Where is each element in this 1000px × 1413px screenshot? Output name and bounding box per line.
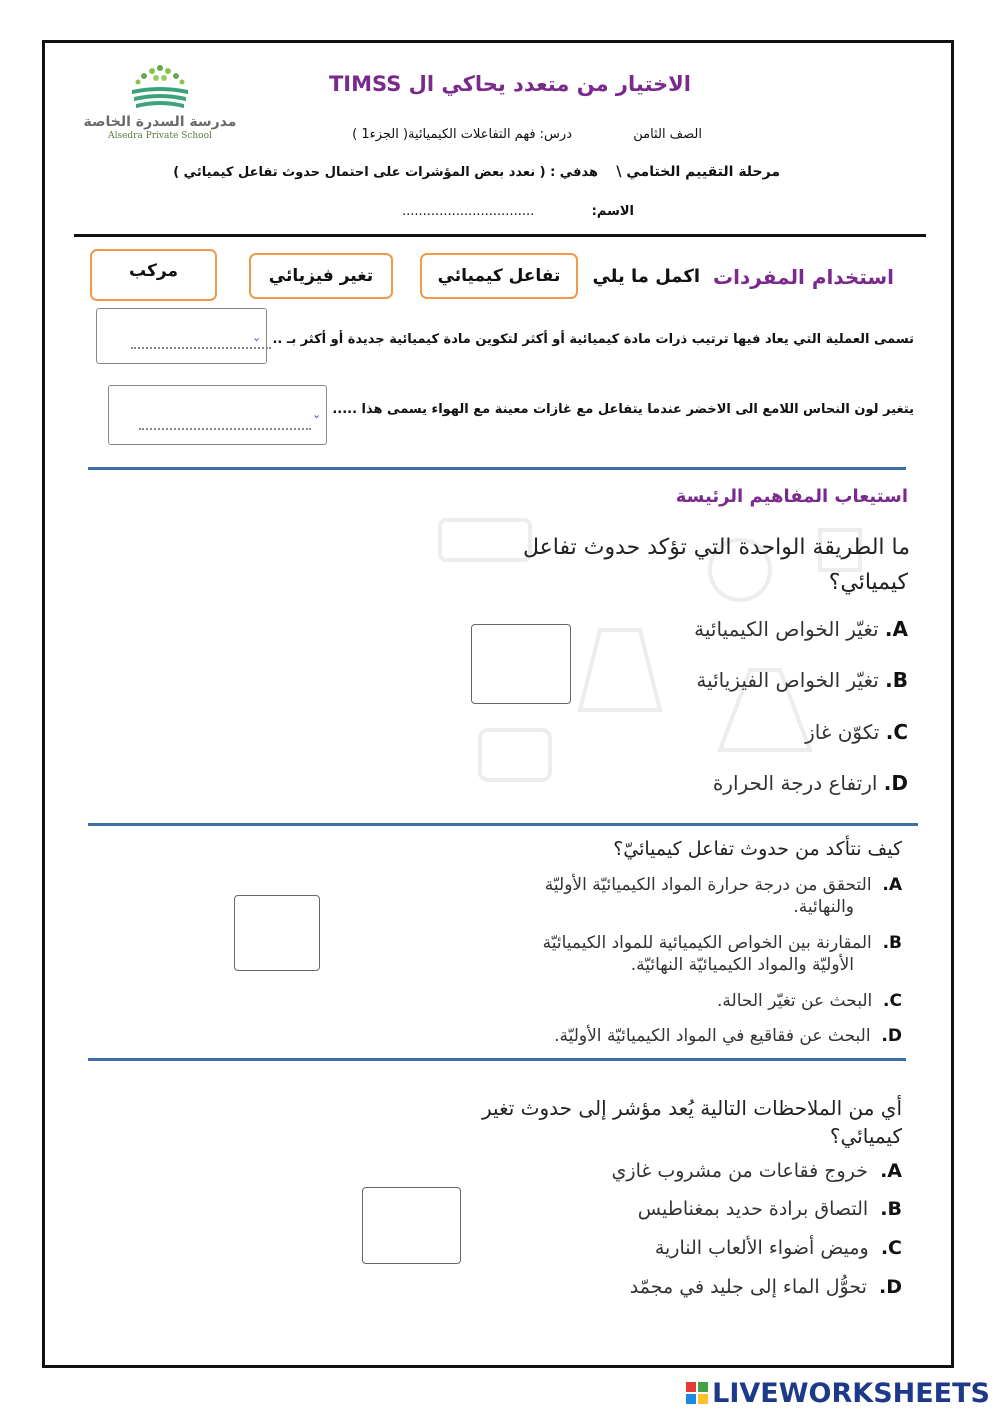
option-text: خروج فقاعات من مشروب غازي — [611, 1160, 868, 1182]
option-letter: B. — [882, 933, 902, 953]
school-name-en: Alsedra Private School — [108, 131, 212, 141]
name-label: الاسم: — [591, 204, 634, 219]
worksheet-title: الاختيار من متعدد يحاكي ال TIMSS — [328, 72, 691, 96]
vocab-heading: استخدام المفردات — [713, 265, 894, 289]
liveworksheets-icon — [686, 1382, 708, 1404]
q2-text: كيف نتأكد من حدوث تفاعل كيميائيّ؟ — [613, 838, 902, 860]
lesson-label: درس: فهم التفاعلات الكيميائية( الجزء1 ) — [352, 127, 572, 142]
section-divider-2 — [88, 823, 918, 826]
option-letter: C. — [885, 720, 908, 744]
section-divider-1 — [88, 467, 906, 470]
q2-answer-box[interactable] — [234, 895, 320, 971]
q2-option-a — [545, 874, 902, 918]
word-bank-chemical-reaction[interactable]: تفاعل كيميائي — [420, 253, 578, 299]
option-text: البحث عن فقاقيع في المواد الكيميائيّة الأوليّة. — [554, 1026, 871, 1046]
vocab-sentence-2: يتغير لون النحاس اللامع الى الاخضر عندما يتفاعل مع غازات معينة مع الهواء يسمى هذا ..... — [332, 402, 914, 417]
option-letter: C. — [883, 991, 902, 1011]
option-letter: A. — [880, 1160, 902, 1182]
option-text: البحث عن تغيّر الحالة. — [717, 991, 873, 1011]
option-text-line1: التحقق من درجة حرارة المواد الكيميائيّة الأوليّة — [544, 875, 872, 895]
concepts-heading: استيعاب المفاهيم الرئيسة — [675, 486, 908, 507]
q2-option-c — [717, 990, 902, 1012]
option-text-line2: الأوليّة والمواد الكيميائيّة النهائيّة. — [630, 955, 854, 975]
answer-dropdown-1[interactable] — [96, 308, 267, 364]
chevron-down-icon[interactable]: ⌄ — [312, 408, 322, 421]
q3-option-b — [638, 1198, 902, 1220]
q1-text-line1: ما الطريقة الواحدة التي تؤكد حدوث تفاعل — [523, 535, 910, 560]
option-text: وميض أضواء الألعاب النارية — [654, 1237, 869, 1259]
word-bank-physical-change[interactable]: تغير فيزيائي — [249, 253, 393, 299]
school-logo — [72, 60, 247, 120]
stage-label: مرحلة التقييم الختامي \ — [616, 164, 780, 180]
option-text-line2: والنهائية. — [793, 897, 854, 917]
option-letter: D. — [879, 1276, 902, 1298]
header-divider — [74, 234, 926, 237]
option-text: ارتفاع درجة الحرارة — [712, 771, 878, 795]
chevron-down-icon[interactable]: ⌄ — [252, 331, 262, 344]
option-letter: B. — [880, 1198, 902, 1220]
q1-option-a — [694, 617, 908, 641]
option-letter: A. — [884, 617, 908, 641]
option-letter: A. — [882, 875, 902, 895]
vocab-sentence-1: تسمى العملية التي يعاد فيها ترتيب ذرات مادة كيميائية أو أكثر لتكوين مادة كيميائية جديدة أو أكثر بـ .. — [272, 332, 914, 347]
q3-text-line1: أي من الملاحظات التالية يُعد مؤشر إلى حدوث تغير — [482, 1096, 902, 1120]
option-letter: D. — [883, 771, 908, 795]
q2-option-d — [554, 1025, 902, 1047]
dropdown-placeholder-dots — [139, 428, 311, 430]
answer-dropdown-2[interactable] — [108, 385, 327, 445]
q3-option-a — [612, 1160, 902, 1182]
option-text: تغيّر الخواص الفيزيائية — [696, 668, 879, 692]
grade-label: الصف الثامن — [633, 127, 702, 142]
q1-text-line2: كيميائي؟ — [828, 570, 908, 595]
q1-answer-box[interactable] — [471, 624, 571, 704]
q2-option-b — [543, 932, 902, 976]
tree-icon — [132, 65, 188, 108]
school-name-ar: مدرسة السدرة الخاصة — [83, 114, 237, 130]
name-dots: ................................ — [402, 204, 535, 219]
q3-option-d — [630, 1276, 902, 1298]
dropdown-placeholder-dots — [131, 347, 271, 349]
q3-option-c — [655, 1237, 902, 1259]
goal-label: هدفي : ( نعدد بعض المؤشرات على احتمال حدوث تفاعل كيميائي ) — [173, 165, 598, 180]
liveworksheets-logo[interactable] — [686, 1376, 990, 1410]
option-text-line1: المقارنة بين الخواص الكيميائية للمواد الكيميائيّة — [542, 933, 872, 953]
option-letter: B. — [885, 668, 908, 692]
liveworksheets-wordmark: LIVEWORKSHEETS — [712, 1377, 990, 1409]
option-text: تغيّر الخواص الكيميائية — [694, 617, 879, 641]
q3-text-line2: كيميائي؟ — [829, 1124, 902, 1148]
word-bank-compound[interactable]: مركب — [90, 249, 217, 301]
option-text: التصاق برادة حديد بمغناطيس — [637, 1198, 869, 1220]
option-text: تكوّن غاز — [805, 720, 880, 744]
option-text: تحوُّل الماء إلى جليد في مجمّد — [629, 1276, 867, 1298]
section-divider-3 — [88, 1058, 906, 1061]
option-letter: C. — [880, 1237, 902, 1259]
q3-answer-box[interactable] — [362, 1187, 461, 1264]
vocab-instruction: اكمل ما يلي — [592, 266, 700, 287]
option-letter: D. — [881, 1026, 902, 1046]
q1-option-d — [713, 771, 908, 795]
q1-option-c — [805, 720, 908, 744]
q1-option-b — [696, 668, 908, 692]
